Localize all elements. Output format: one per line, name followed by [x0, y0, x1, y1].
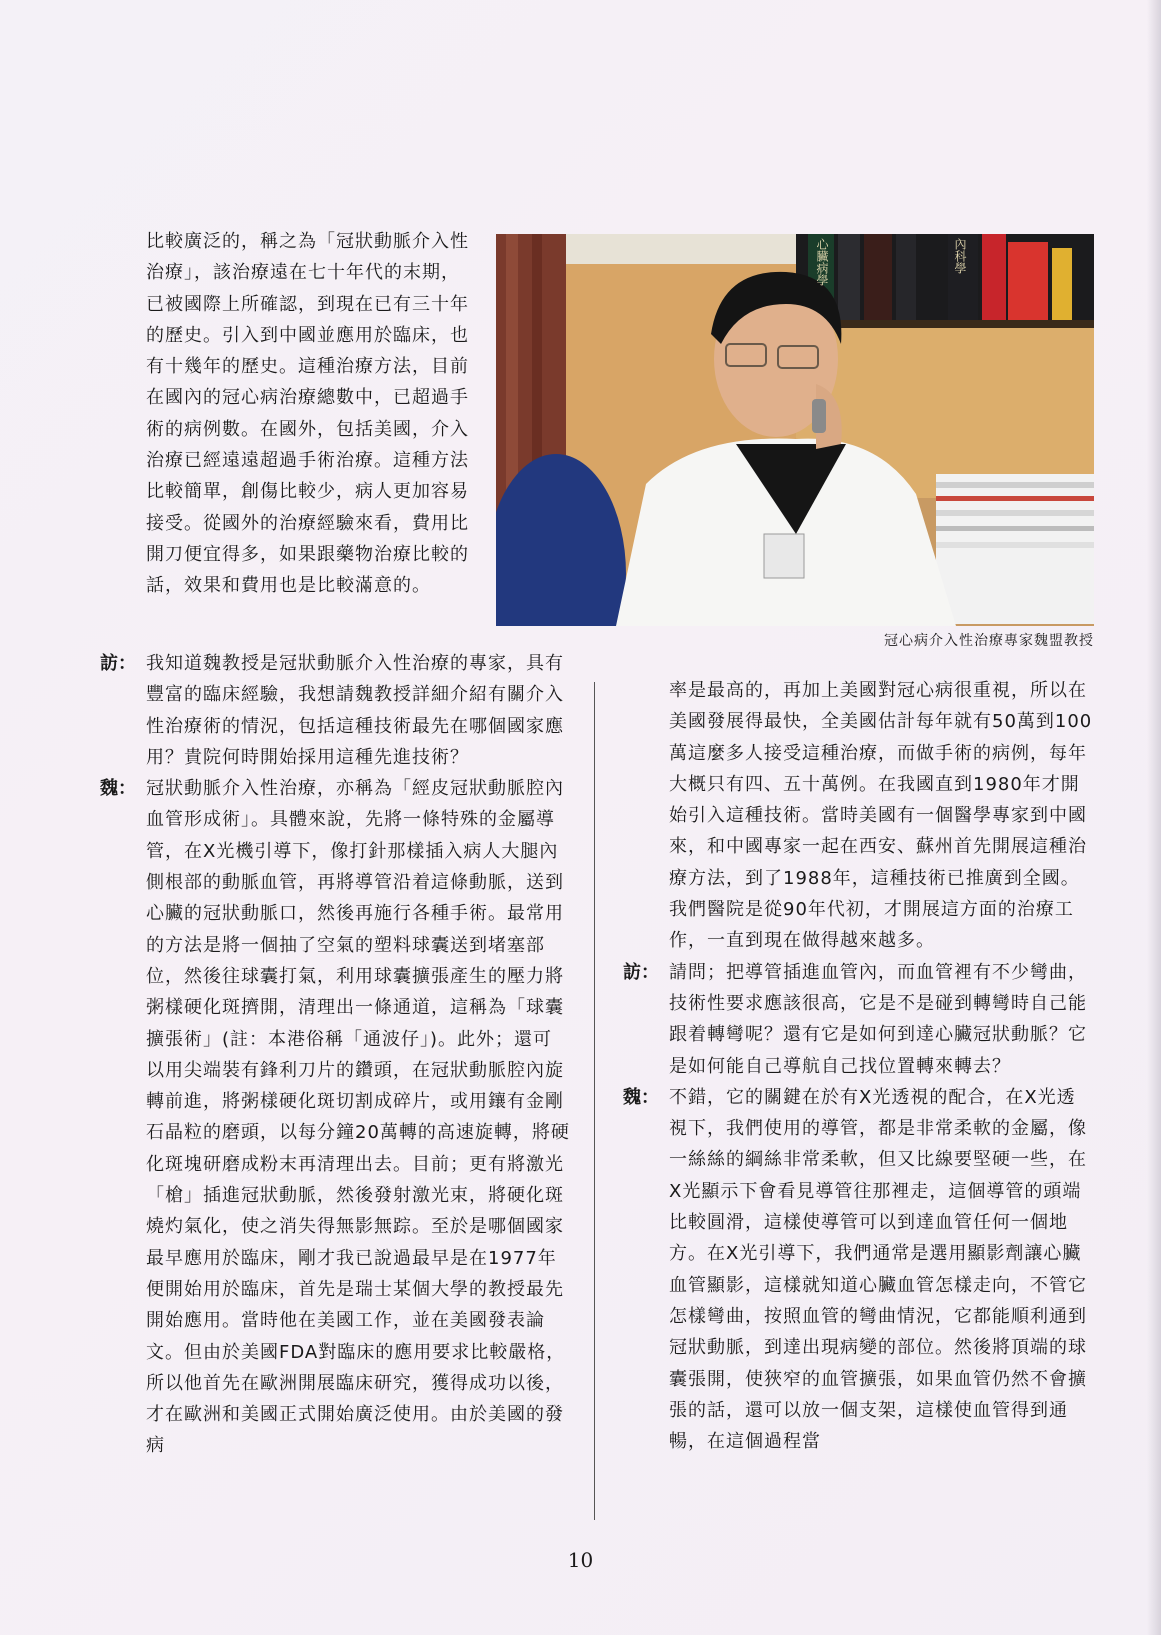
continued-answer: 率是最高的，再加上美國對冠心病很重視，所以在美國發展得最快，全美國估計每年就有50萬到100萬這麼多人接受這種治療，而做手術的病例，每年大概只有四、五十萬例。在我國直到1980年才開始引入這種技術。當時美國有一個醫學專家到中國來，和中國專家一起在西安、蘇州首先開展這種治療方法，到了1988年，這種技術已推廣到全國。我們醫院是從90年代初，才開展這方面的治療工作，一直到現在做得越來越多。	[669, 680, 1093, 952]
column-divider	[594, 682, 595, 1520]
professor-photo	[496, 234, 1094, 626]
qa-text: 我知道魏教授是冠狀動脈介入性治療的專家，具有豐富的臨床經驗，我想請魏教授詳細介紹有關介入性治療術的情況，包括這種技術最先在哪個國家應用？貴院何時開始採用這種先進技術？	[146, 653, 564, 768]
intro-text: 比較廣泛的，稱之為「冠狀動脈介入性治療」，該治療遠在七十年代的末期，已被國際上所確認，到現在已有三十年的歷史。引入到中國並應用於臨床，也有十幾年的歷史。這種治療方法，目前在國內的冠心病治療總數中，已超過手術的病例數。在國外，包括美國，介入治療已經遠遠超過手術治療。這種方法比較簡單，創傷比較少，病人更加容易接受。從國外的治療經驗來看，費用比開刀便宜得多，如果跟藥物治療比較的話，效果和費用也是比較滿意的。	[146, 231, 469, 597]
speaker-label: 魏 ：	[623, 1082, 659, 1113]
speaker-label: 訪 ：	[100, 648, 136, 679]
qa-entry-professor	[623, 1082, 1093, 1458]
speaker-label: 訪 ：	[623, 957, 659, 988]
photo-caption: 冠心病介入性治療專家魏盟教授	[884, 633, 1094, 649]
qa-entry-interviewer	[623, 957, 1093, 1082]
photo-illustration	[496, 234, 1094, 626]
page-number: 10	[567, 1548, 594, 1572]
left-column	[100, 648, 570, 1462]
qa-entry-professor	[100, 773, 570, 1462]
book-spine-1: 心臟病學	[815, 238, 829, 286]
book-spine-2: 內科學	[953, 238, 967, 274]
qa-text: 冠狀動脈介入性治療，亦稱為「經皮冠狀動脈腔內血管形成術」。具體來說，先將一條特殊的金屬導管，在X光機引導下，像打針那樣插入病人大腿內側根部的動脈血管，再將導管沿着這條動脈，送到心臟的冠狀動脈口，然後再施行各種手術。最常用的方法是將一個抽了空氣的塑料球囊送到堵塞部位，然後往球囊打氣，利用球囊擴張產生的壓力將粥樣硬化斑擠開，清理出一條通道，這稱為「球囊擴張術」(註：本港俗稱「通波仔」)。此外；還可以用尖端裝有鋒利刀片的鑽頭，在冠狀動脈腔內旋轉前進，將粥樣硬化斑切割成碎片，或用鑲有金剛石晶粒的磨頭，以每分鐘20萬轉的高速旋轉，將硬化斑塊研磨成粉末再清理出去。目前；更有將激光「槍」插進冠狀動脈，然後發射激光束，將硬化斑燒灼氣化，使之消失得無影無踪。至於是哪個國家最早應用於臨床，剛才我已說過最早是在1977年便開始用於臨床，首先是瑞士某個大學的教授最先開始應用。當時他在美國工作，並在美國發表論文。但由於美國FDA對臨床的應用要求比較嚴格，所以他首先在歐洲開展臨床研究，獲得成功以後，才在歐洲和美國正式開始廣泛使用。由於美國的發病	[146, 778, 570, 1457]
speaker-label: 魏 ：	[100, 773, 136, 804]
page-edge-shadow	[1147, 0, 1161, 1635]
qa-text: 不錯，它的關鍵在於有X光透視的配合，在X光透視下，我們使用的導管，都是非常柔軟的金屬，像一絲絲的綱絲非常柔軟，但又比線要堅硬一些，在X光顯示下會看見導管往那裡走，這個導管的頭端比較圓滑，這樣使導管可以到達血管任何一個地方。在X光引導下，我們通常是選用顯影劑讓心臟血管顯影，這樣就知道心臟血管怎樣走向，不管它怎樣彎曲，按照血管的彎曲情況，它都能順利通到冠狀動脈，到達出現病變的部位。然後將頂端的球囊張開，使狹窄的血管擴張，如果血管仍然不會擴張的話，還可以放一個支架，這樣使血管得到通暢，在這個過程當	[669, 1086, 1087, 1453]
qa-text: 請問；把導管插進血管內，而血管裡有不少彎曲，技術性要求應該很高，它是不是碰到轉彎時自己能跟着轉彎呢？還有它是如何到達心臟冠狀動脈？它是如何能自己導航自己找位置轉來轉去？	[669, 961, 1087, 1077]
intro-paragraph	[146, 226, 476, 602]
qa-entry-interviewer	[100, 648, 570, 773]
right-column	[623, 675, 1093, 1457]
